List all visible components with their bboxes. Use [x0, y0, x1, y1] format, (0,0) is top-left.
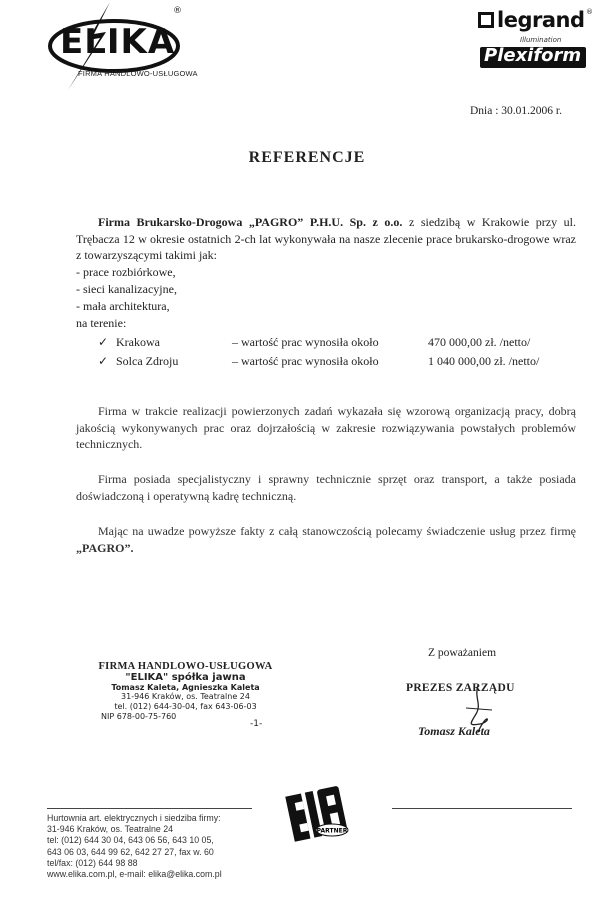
city-name: Krakowa [116, 335, 160, 349]
stamp-line: FIRMA HANDLOWO-USŁUGOWA [98, 661, 273, 672]
legrand-registered-mark: ® [586, 8, 593, 16]
intro-text: z siedzibą w Krakowie przy ul. Trębacza 12 w okresie ostatnich 2-ch lat wykonywała na nasze zlecenie prace brukarsko-drogowe wraz z towarzyszącymi takimi jak: [76, 215, 576, 262]
list-item: - sieci kanalizacyjne, [76, 282, 177, 296]
registered-mark: ® [173, 6, 182, 16]
footer-line: tel: (012) 644 30 04, 643 06 56, 643 10 05, [47, 835, 214, 846]
paragraph-recommendation [76, 523, 576, 556]
paragraph-equipment [76, 471, 576, 504]
signer-role: PREZES ZARZĄDU [406, 682, 515, 694]
stamp-line: tel. (012) 644-30-04, fax 643-06-03 [114, 702, 257, 711]
page-number: -1- [250, 719, 263, 729]
footer-divider-left [47, 808, 252, 809]
checkmark-icon: ✓ [98, 353, 109, 368]
elika-wordmark: ELIKA [60, 22, 176, 62]
paragraph-text: Firma w trakcie realizacji powierzonych zadań wykazała się wzorową organizacją pracy, dobrą jakością wykonywanych prac oraz dojrzałością w zakresie rozwiązywania powstałych problemów technicznych. [76, 404, 576, 451]
eib-badge-text: PARTNER [316, 827, 348, 835]
company-name: Firma Brukarsko-Drogowa „PAGRO” P.H.U. Sp. z o.o. [98, 215, 403, 229]
area-label: na terenie: [76, 316, 127, 330]
legrand-square-icon [478, 12, 494, 28]
checkmark-icon: ✓ [98, 335, 109, 349]
footer-line: www.elika.com.pl, e-mail: elika@elika.com.pl [47, 869, 222, 880]
stamp-line: Tomasz Kaleta, Agnieszka Kaleta [111, 683, 260, 692]
plexiform-wordmark: Plexiform [484, 45, 582, 66]
footer-line: Hurtownia art. elektrycznych i siedziba firmy: [47, 813, 221, 823]
value-description: – wartość prac wynosiła około [232, 353, 379, 368]
value-amount: 470 000,00 zł. /netto/ [428, 335, 531, 349]
elika-tagline: FIRMA HANDLOWO-USŁUGOWA [78, 69, 198, 78]
footer-divider-right [392, 808, 572, 809]
footer-line: tel/fax: (012) 644 98 88 [47, 857, 138, 868]
document-title: REFERENCJE [248, 149, 366, 166]
company-name: „PAGRO”. [76, 540, 134, 555]
paragraph-text: Firma posiada specjalistyczny i sprawny technicznie sprzęt oraz transport, a także posiada doświadczoną i operatywną kadrę techniczną. [76, 472, 576, 503]
eib-partner-logo [282, 778, 358, 854]
stamp-line: "ELIKA" spółka jawna [125, 672, 246, 683]
stamp-line: NIP 678-00-75-760 [101, 712, 177, 721]
list-item: - prace rozbiórkowe, [76, 265, 176, 279]
cities-list [98, 333, 539, 370]
legrand-logo [478, 8, 584, 32]
company-stamp [98, 661, 273, 722]
value-description: – wartość prac wynosiła około [232, 335, 379, 349]
plexiform-subtitle: Illumination [520, 36, 562, 44]
stamp-line: 31-946 Kraków, os. Teatralne 24 [121, 692, 250, 701]
signer-name: Tomasz Kaleta [418, 724, 490, 738]
works-list [76, 264, 177, 332]
footer-line: 31-946 Kraków, os. Teatralne 24 [47, 824, 174, 835]
paragraph-organization [76, 403, 576, 453]
intro-paragraph [76, 214, 576, 264]
footer-address [47, 813, 222, 880]
document-date: Dnia : 30.01.2006 r. [470, 105, 562, 117]
city-row [98, 333, 539, 352]
footer-line: 643 06 03, 644 99 62, 642 27 27, fax w. 60 [47, 846, 214, 857]
value-amount: 1 040 000,00 zł. /netto/ [428, 353, 540, 368]
city-row [98, 352, 539, 371]
list-item: - mała architektura, [76, 299, 170, 313]
closing-greeting: Z poważaniem [428, 647, 497, 659]
legrand-wordmark: legrand [497, 8, 585, 32]
paragraph-text: Mając na uwadze powyższe fakty z całą stanowczością polecamy świadczenie usług przez firmę [98, 524, 576, 538]
city-name: Solca Zdroju [116, 353, 179, 368]
